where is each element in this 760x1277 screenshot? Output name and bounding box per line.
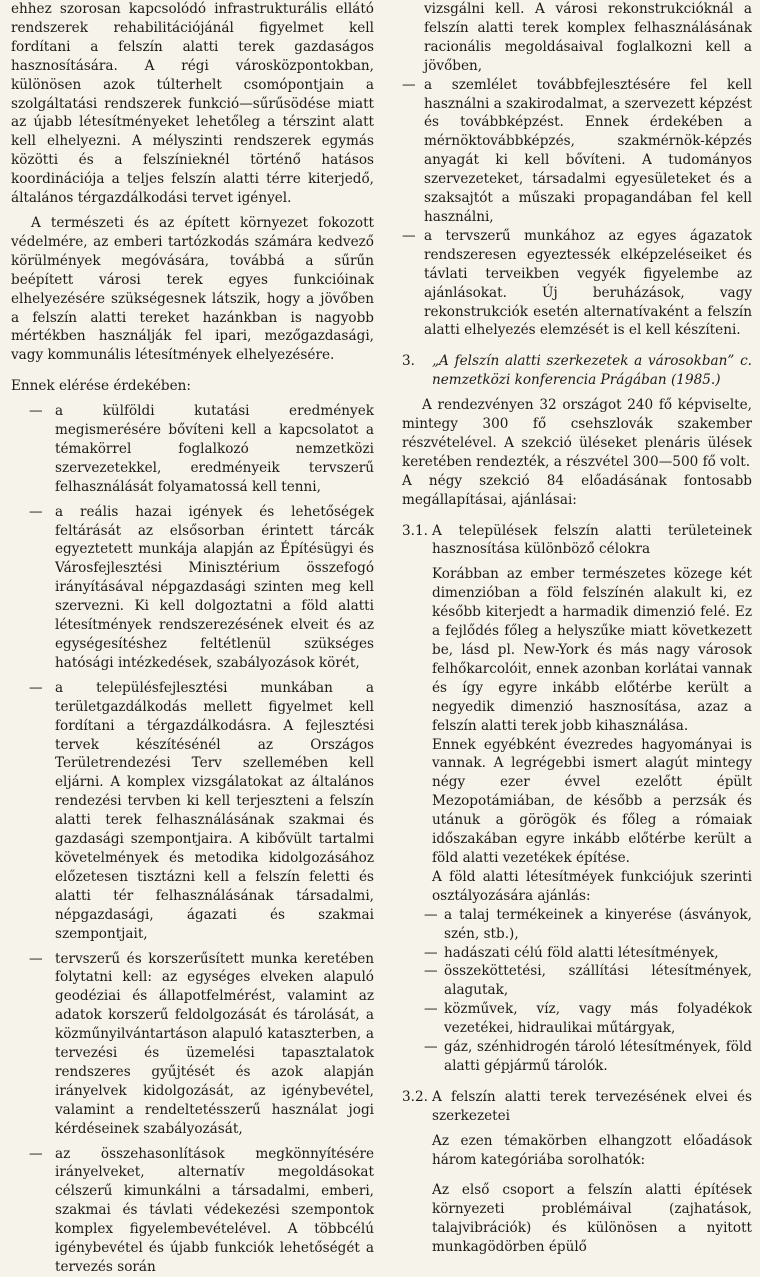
list-item-text: a tervszerű munkához az egyes ágazatok rendszeresen egyeztessék elképzeléseiket és távlati terveikben vegyék figyelembe az ajánlásokat. Új beruházások, vagy rekonstrukciók esetén alternatívaként a felszín alatti elhelyezés elemzését is el kell készíteni. <box>424 227 752 339</box>
dash-marker: — <box>424 906 438 923</box>
list-item-text: a talaj termékeinek a kinyerése (ásványok, szén, stb.), <box>444 906 752 942</box>
list-item-text: közművek, víz, vagy más folyadékok vezetékei, hidraulikai műtárgyak, <box>444 1001 752 1037</box>
list-item-text: a szemlélet továbbfejlesztésére fel kell használni a szakirodalmat, a szervezett képzést és továbbképzést. Ennek érdekében a mérnöktovábbképzés, szakmérnök-képzés anyagát ki kell bővíteni. A tudományos szervezeteket, társadalmi egyesületeket és a szaksajtót a műszaki propagandában fel kell használni, <box>424 76 752 225</box>
section-number: 3. <box>402 353 415 370</box>
dash-marker: — <box>29 403 43 420</box>
paragraph-goal: Ennek elérése érdekében: <box>11 378 192 395</box>
paragraph-categories: Az ezen témakörben elhangzott előadások három kategóriába sorolhatók: <box>432 1132 752 1168</box>
dash-marker: — <box>424 1001 438 1018</box>
paragraph-findings: A négy szekció 84 előadásának fontosabb megállapításai, ajánlásai: <box>402 472 752 508</box>
section-heading-3 <box>402 352 752 390</box>
list-item-text: gáz, szénhidrogén tároló létesítmények, föld alatti gépjármű tárolók. <box>444 1039 752 1074</box>
left-column <box>11 0 374 1277</box>
list-item <box>424 1000 752 1038</box>
dash-marker: — <box>29 679 43 696</box>
dash-marker: — <box>29 1145 43 1162</box>
list-item <box>402 76 752 227</box>
list-item <box>424 944 752 963</box>
section-heading-3-1 <box>402 522 752 560</box>
list-item <box>402 227 752 340</box>
list-item-text: a reális hazai igények és lehetőségek feltárását az elsősorban érintett tárcák egyeztetett munkája alapján az Építésügyi és Városfejlesztési Minisztérium összefogó irányításával népgazdasági szinten meg kell szervezni. Ki kell dolgoztatni a föld alatti létesítmények rendszerezésének elveit és az egységesítéshez feltétlenül szükséges hatósági intézkedések, szabályozások körét, <box>55 503 374 671</box>
dash-marker: — <box>29 503 43 520</box>
paragraph-classification: A föld alatti létesítméyek funkciójuk szerinti osztályozására ajánlás: <box>432 868 752 904</box>
paragraph-dimensions: Korábban az ember természetes közege két dimenzióban a föld felszínén alakult ki, ez később kiterjedt a harmadik dimenzió felé. Ez a fejlődés főleg a helyszűke miatt következett be, lásd pl. New-York és más nagy városok felhőkarcolóit, ennek azonban korlátai vannak és így egyre inkább előtérbe került a negyedik dimenzió hasznosítása, azaz a felszín alatti terek jobb kihasználása. <box>432 566 752 734</box>
paragraph-first-group: Az első csoport a felszín alatti építések környezeti problémáival (zajhatások, talajvibrációk) és különösen a nyitott munkagödörben épülő <box>432 1182 752 1256</box>
list-item-text: a külföldi kutatási eredmények megismerésére bővíteni kell a kapcsolatot a témakörrel foglalkozó nemzetközi szervezetekkel, eredményeik tervszerű felhasználását folyamatossá kell tenni, <box>55 403 374 495</box>
paragraph-environment: A természeti és az épített környezet fokozott védelmére, az emberi tartózkodás számára kedvező körülmények megóvására, továbbá a sűrűn beépített városi terek egyes funkcióinak elhelyezésére szükségesnek látszik, hogy a jövőben a felszín alatti tereket hazánkban is nagyobb mértékben használják fel ipari, mezőgazdasági, vagy kommunális létesítmények elhelyezésére. <box>11 214 374 364</box>
section-title: A települések felszín alatti területeinek hasznosítása különböző célokra <box>432 522 752 558</box>
dash-marker: — <box>402 227 416 244</box>
right-column <box>402 0 752 1257</box>
section-number: 3.2. <box>402 1088 428 1105</box>
section-3-2-body <box>402 1132 752 1257</box>
list-item-text: a településfejlesztési munkában a területgazdálkodás mellett figyelmet kell fordítani a térgazdálkodásra. A fejlesztési tervek készítésénél az Országos Területrendezési Terv szellemében kell eljárni. A komplex vizsgálatokat az általános rendezési tervben ki kell terjeszteni a felszín alatti terek felhasználásának szakmai és gazdasági szempontjaira. A kibővült tartalmi követelmények és metodika kidolgozásához előzetesen tisztázni kell a felszín feletti és alatti tér felhasználásának társadalmi, népgazdasági, ágazati és szakmai szempontjait, <box>55 679 374 942</box>
paragraph-conference: A rendezvényen 32 országot 240 fő képviselte, mintegy 300 fő csehszlovák szakember részvételével. A szekció üléseket plenáris ülések keretében rendezték, a részvétel 300—500 fő volt. <box>402 397 752 470</box>
list-item <box>29 1145 374 1277</box>
paragraph-history: Ennek egyébként évezredes hagyományai is vannak. A legrégebbi ismert alagút mintegy négy ezer évvel ezelőtt épült Mezopotámiában, de később a perzsák és utánuk a görögök és főleg a rómaiak időszakában egyre inkább előtérbe került a föld alatti vezetékek építése. <box>432 736 752 866</box>
dash-marker: — <box>424 963 438 980</box>
list-item <box>29 503 374 673</box>
list-item <box>424 1038 752 1076</box>
list-item-text: tervszerű és korszerűsített munka keretében folytatni kell: az egységes elveken alapuló geodéziai és állapotfelmérést, valamint az adatok korszerű feldolgozását és tárolását, a közműnyilvántartáson alapuló kataszterben, a tervezési és üzemelési tapasztalatok rendszeres gyűjtését és azok alapján irányelvek kidolgozását, az igénybevétel, valamint a rendeltetésszerű használat jogi kérdéseinek szabályozását, <box>55 950 374 1137</box>
list-item <box>424 962 752 1000</box>
section-heading-3-2 <box>402 1088 752 1126</box>
list-item-text: az összehasonlítások megkönnyítésére irányelveket, alternatív megoldásokat célszerű kimunkálni a társadalmi, emberi, szakmai és távlati védekezési szempontok komplex figyelembevételével. A többcélú igénybevétel és újabb funkciók lehetőségét a tervezés során <box>55 1145 374 1275</box>
paragraph-intro: ehhez szorosan kapcsolódó infrastrukturális ellátó rendszerek rehabilitációjánál figyelmet kell fordítani a felszín alatti terek gazdaságos hasznosítására. A régi városközpontokban, különösen azok túlterhelt csomópontjain a szolgáltatási rendszerek funkció—sűrűsödése miatt az újabb létesítményeket lehetőleg a térszint alatt kell elhelyezni. A mélyszinti rendszerek egymás közötti és a felszínieknél történő hatásos koordinációja a teljes felszín alatti térre kiterjedő, általános térgazdálkodási tervet igényel. <box>11 1 374 207</box>
section-number: 3.1. <box>402 522 428 539</box>
dash-marker: — <box>424 1039 438 1056</box>
paragraph-continuation: vizsgálni kell. A városi rekonstrukcióknál a felszín alatti terek komplex felhasználásának racionális megoldásaival foglalkozni kell a jövőben, <box>424 1 752 74</box>
list-item-text: összeköttetési, szállítási létesítmények, alagutak, <box>444 963 752 999</box>
section-title: „A felszín alatti szerkezetek a városokban” c. nemzetközi konferencia Prágában (1985.) <box>432 353 752 389</box>
section-title: A felszín alatti terek tervezésének elvei és szerkezetei <box>432 1088 752 1124</box>
list-item <box>29 402 374 497</box>
dash-marker: — <box>29 950 43 967</box>
list-item <box>29 679 374 944</box>
dash-marker: — <box>402 76 416 93</box>
dash-marker: — <box>424 944 438 961</box>
section-3-1-body <box>402 565 752 905</box>
list-item <box>29 950 374 1139</box>
list-item-text: hadászati célú föld alatti létesítmények, <box>444 944 719 961</box>
list-item <box>424 906 752 944</box>
